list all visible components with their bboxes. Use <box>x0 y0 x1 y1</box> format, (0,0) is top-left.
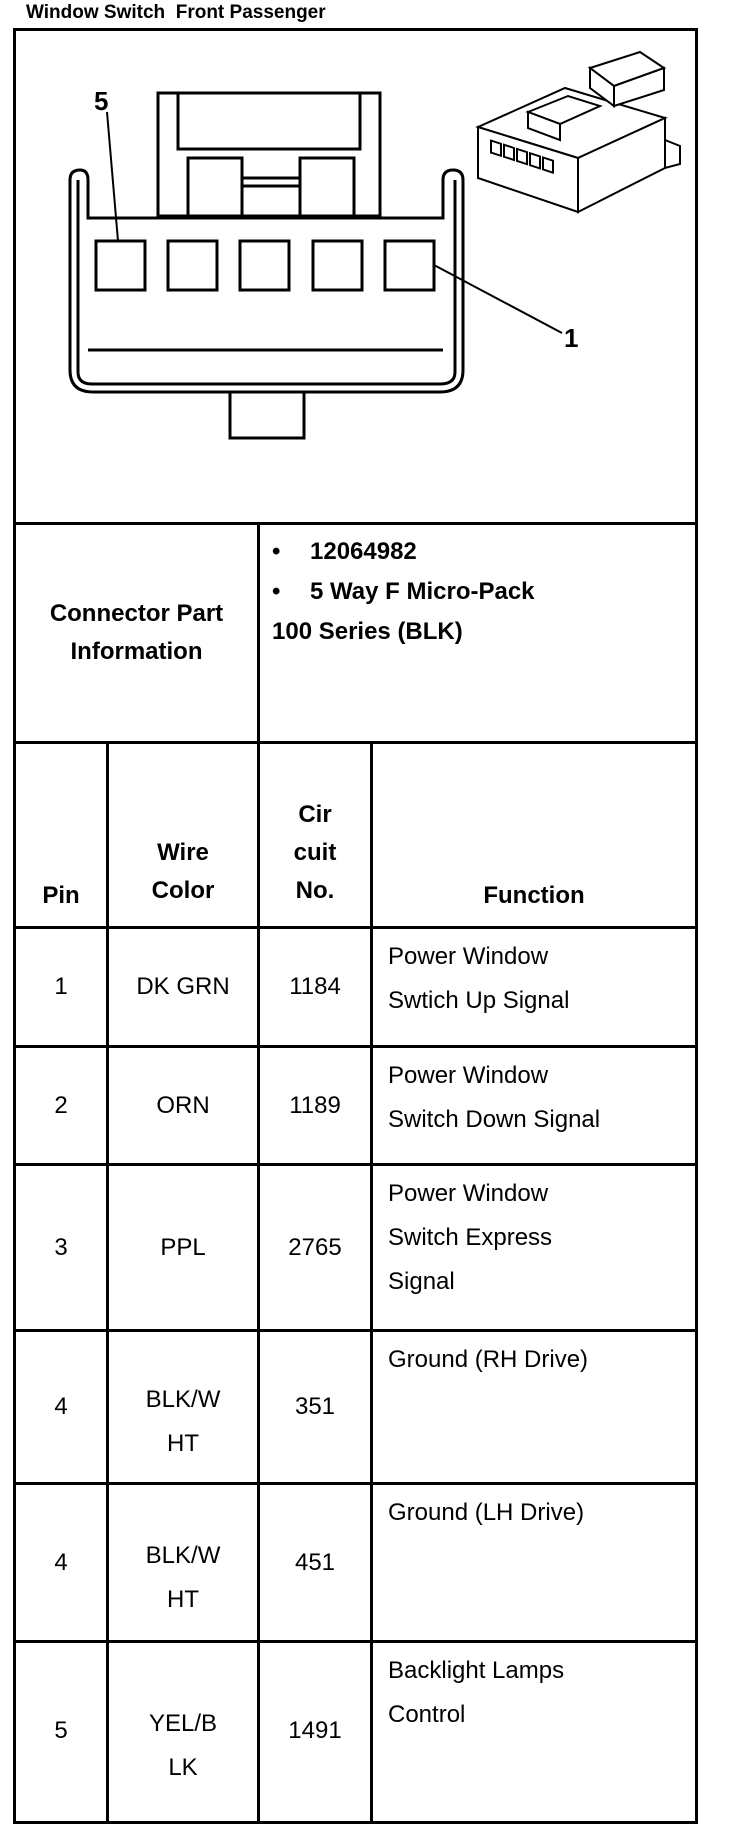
wire-color-cell-text: ORN <box>156 1091 210 1119</box>
connector-info-label: Connector Part Information <box>49 600 224 665</box>
pin-cell <box>16 1166 106 1329</box>
function-cell-text: Control <box>388 1701 466 1728</box>
function-cell <box>388 1643 693 1818</box>
function-cell <box>388 1166 693 1329</box>
function-cell-text: Switch Down Signal <box>388 1106 601 1133</box>
page-title: Window Switch Front Passenger <box>26 2 326 23</box>
circuit-cell <box>260 1048 370 1163</box>
wire-color-cell <box>109 1048 257 1163</box>
wire-color-cell-text: BLK/W <box>145 1386 221 1413</box>
series-text: 100 Series (BLK) <box>272 618 463 645</box>
function-cell-text: Signal <box>388 1268 455 1295</box>
function-cell-text: Swtich Up Signal <box>388 987 570 1014</box>
pin-label-1: 1 <box>564 323 579 353</box>
wire-color-cell-text: DK GRN <box>136 973 230 1000</box>
circuit-cell <box>260 1166 370 1329</box>
circuit-cell <box>260 929 370 1045</box>
wire-color-cell-text: LK <box>168 1753 198 1781</box>
connector-diagram <box>0 0 736 530</box>
circuit-cell-text: 451 <box>294 1548 336 1576</box>
connector-info-details <box>272 532 692 732</box>
pin-cell-text: 2 <box>54 1091 68 1119</box>
function-cell <box>388 1332 693 1482</box>
connector-3d-icon <box>478 52 680 212</box>
function-cell-text: Ground (LH Drive) <box>388 1499 585 1526</box>
function-cell <box>388 929 693 1045</box>
circuit-cell-text: 1189 <box>289 1091 341 1119</box>
wire-color-cell-text: BLK/W <box>145 1541 221 1569</box>
circuit-cell <box>260 1643 370 1818</box>
function-cell-text: Ground (RH Drive) <box>388 1346 589 1373</box>
header-circuit-no: Cir cuit No. <box>293 801 337 904</box>
function-cell <box>388 1048 693 1163</box>
wire-color-cell <box>109 1643 257 1818</box>
function-cell <box>388 1485 693 1640</box>
pin-cell <box>16 1332 106 1482</box>
pin-cell-text: 5 <box>54 1716 68 1744</box>
pin-cell-text: 3 <box>54 1233 68 1261</box>
function-cell-text: Power Window <box>388 1062 549 1089</box>
wire-color-cell-text: PPL <box>160 1233 206 1261</box>
pin-cell <box>16 929 106 1045</box>
function-cell-text: Backlight Lamps <box>388 1657 565 1684</box>
header-pin: Pin <box>42 882 80 909</box>
pin-cell <box>16 1048 106 1163</box>
pin-cell <box>16 1485 106 1640</box>
circuit-cell <box>260 1332 370 1482</box>
pin-label-5: 5 <box>94 86 109 116</box>
header-function: Function <box>483 882 585 909</box>
circuit-cell-text: 1184 <box>289 973 341 1000</box>
circuit-cell-text: 1491 <box>288 1716 342 1744</box>
wire-color-cell <box>109 1332 257 1482</box>
circuit-cell-text: 2765 <box>288 1233 342 1261</box>
description-item: • 5 Way F Micro-Pack <box>272 578 535 605</box>
pin-cell <box>16 1643 106 1818</box>
header-wire-color: Wire Color <box>151 839 215 904</box>
wire-color-cell <box>109 1166 257 1329</box>
function-cell-text: Power Window <box>388 1180 549 1207</box>
connector-body <box>70 170 463 392</box>
wire-color-cell-text: YEL/B <box>148 1709 218 1737</box>
part-number-item: • 12064982 <box>272 538 417 565</box>
wire-color-cell-text: HT <box>167 1430 199 1457</box>
circuit-cell-text: 351 <box>294 1393 336 1420</box>
function-cell-text: Switch Express <box>388 1224 553 1251</box>
wire-color-cell <box>109 929 257 1045</box>
pin-cell-text: 4 <box>54 1548 68 1576</box>
pin-cell-text: 1 <box>54 973 68 1000</box>
pin-cell-text: 4 <box>54 1393 68 1420</box>
wire-color-cell-text: HT <box>167 1585 199 1613</box>
wire-color-cell <box>109 1485 257 1640</box>
function-cell-text: Power Window <box>388 943 549 970</box>
circuit-cell <box>260 1485 370 1640</box>
connector-tab <box>230 392 304 438</box>
